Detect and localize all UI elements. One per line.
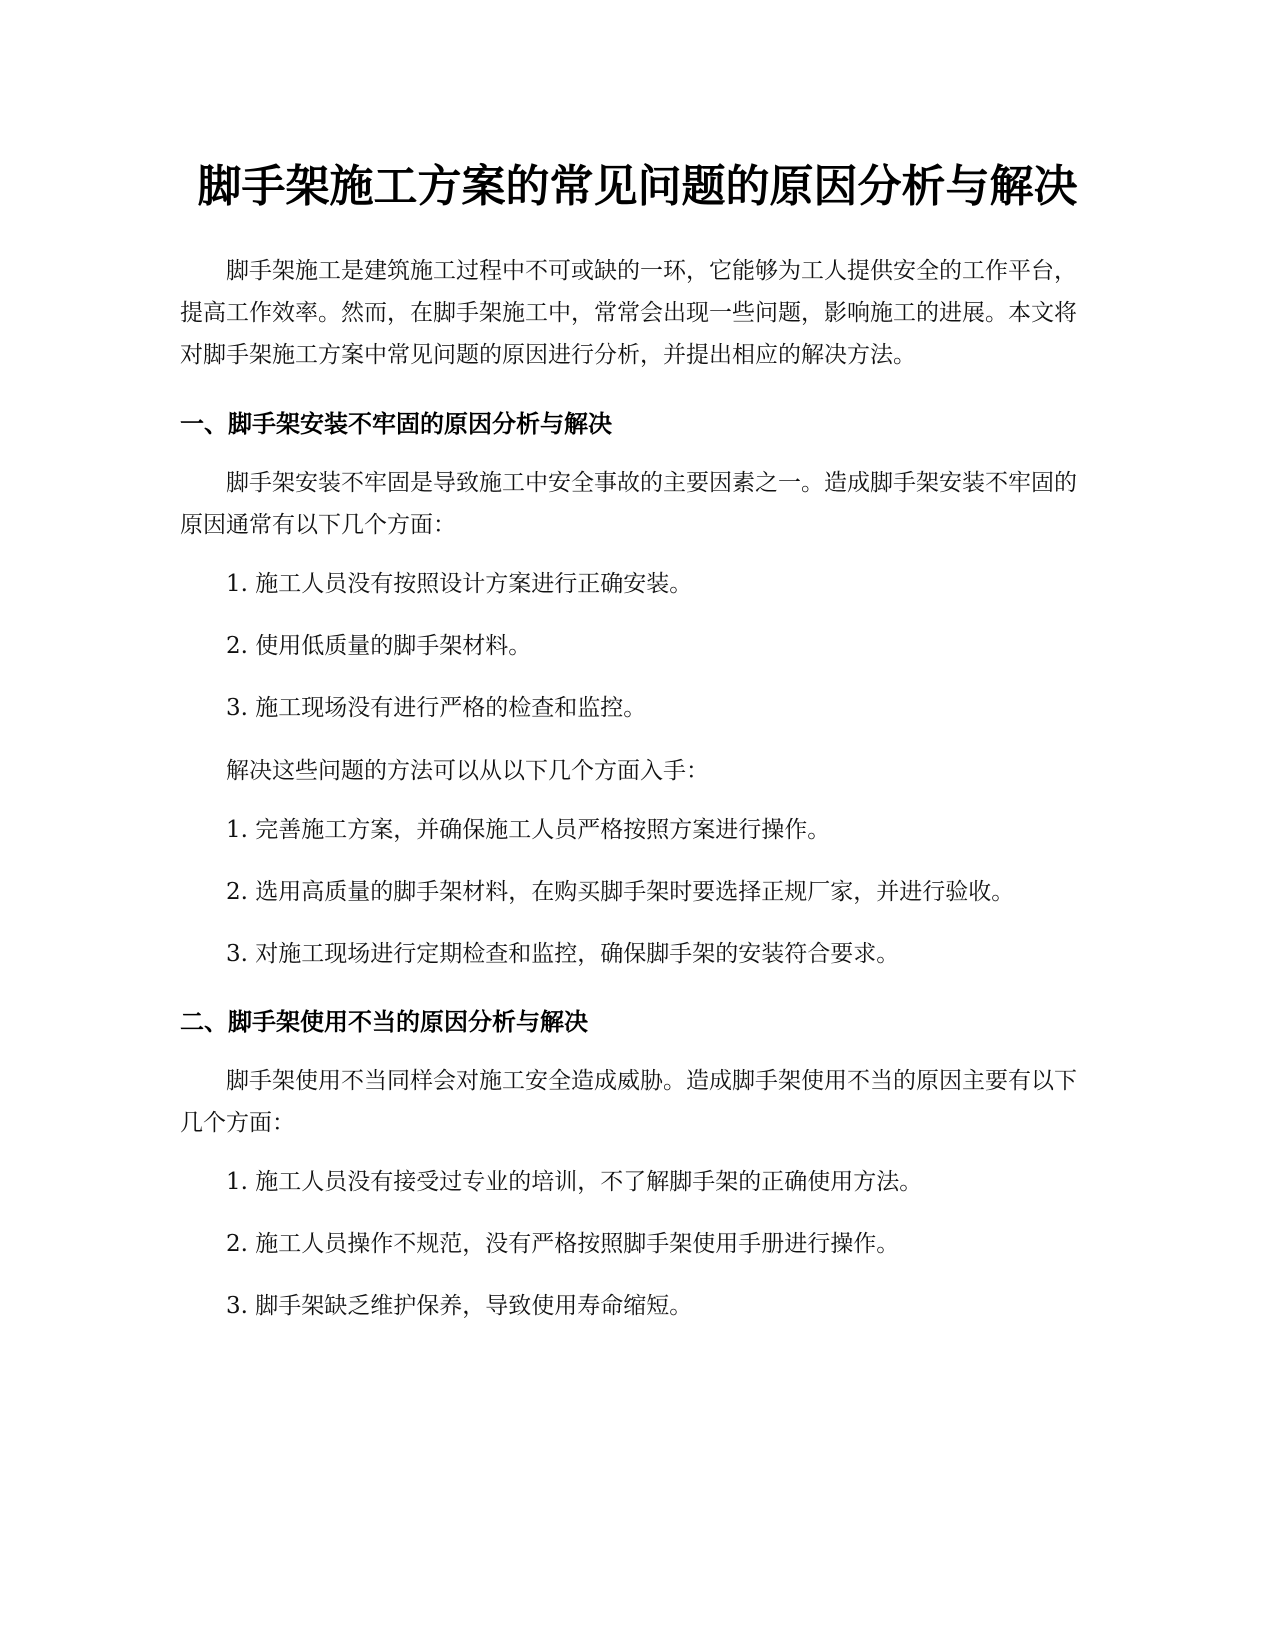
section-2-cause-2: 2. 施工人员操作不规范，没有严格按照脚手架使用手册进行操作。 [226,1231,900,1257]
document-title: 脚手架施工方案的常见问题的原因分析与解决 [197,161,1078,212]
section-2-heading: 二、脚手架使用不当的原因分析与解决 [180,1008,588,1036]
section-2-paragraph: 脚手架使用不当同样会对施工安全造成威胁。造成脚手架使用不当的原因主要有以下几个方面： [180,1068,1077,1136]
intro-paragraph: 脚手架施工是建筑施工过程中不可或缺的一环，它能够为工人提供安全的工作平台，提高工作效率。然而，在脚手架施工中，常常会出现一些问题，影响施工的进展。本文将对脚手架施工方案中常见问题的原因进行分析，并提出相应的解决方法。 [180,258,1077,368]
section-1-paragraph: 脚手架安装不牢固是导致施工中安全事故的主要因素之一。造成脚手架安装不牢固的原因通常有以下几个方面： [180,470,1077,538]
section-1-solution-2: 2. 选用高质量的脚手架材料，在购买脚手架时要选择正规厂家，并进行验收。 [226,879,1015,905]
section-1-solution-intro: 解决这些问题的方法可以从以下几个方面入手： [226,758,709,784]
section-1-heading: 一、脚手架安装不牢固的原因分析与解决 [180,410,612,438]
section-1-cause-1: 1. 施工人员没有按照设计方案进行正确安装。 [226,571,693,597]
document-page [180,150,1095,1348]
section-2-cause-3: 3. 脚手架缺乏维护保养，导致使用寿命缩短。 [226,1293,693,1319]
section-1-solution-3: 3. 对施工现场进行定期检查和监控，确保脚手架的安装符合要求。 [226,941,900,967]
section-1-cause-2: 2. 使用低质量的脚手架材料。 [226,633,532,659]
section-2-cause-1: 1. 施工人员没有接受过专业的培训，不了解脚手架的正确使用方法。 [226,1169,923,1195]
section-1-cause-3: 3. 施工现场没有进行严格的检查和监控。 [226,695,647,721]
section-1-solution-1: 1. 完善施工方案，并确保施工人员严格按照方案进行操作。 [226,817,831,843]
